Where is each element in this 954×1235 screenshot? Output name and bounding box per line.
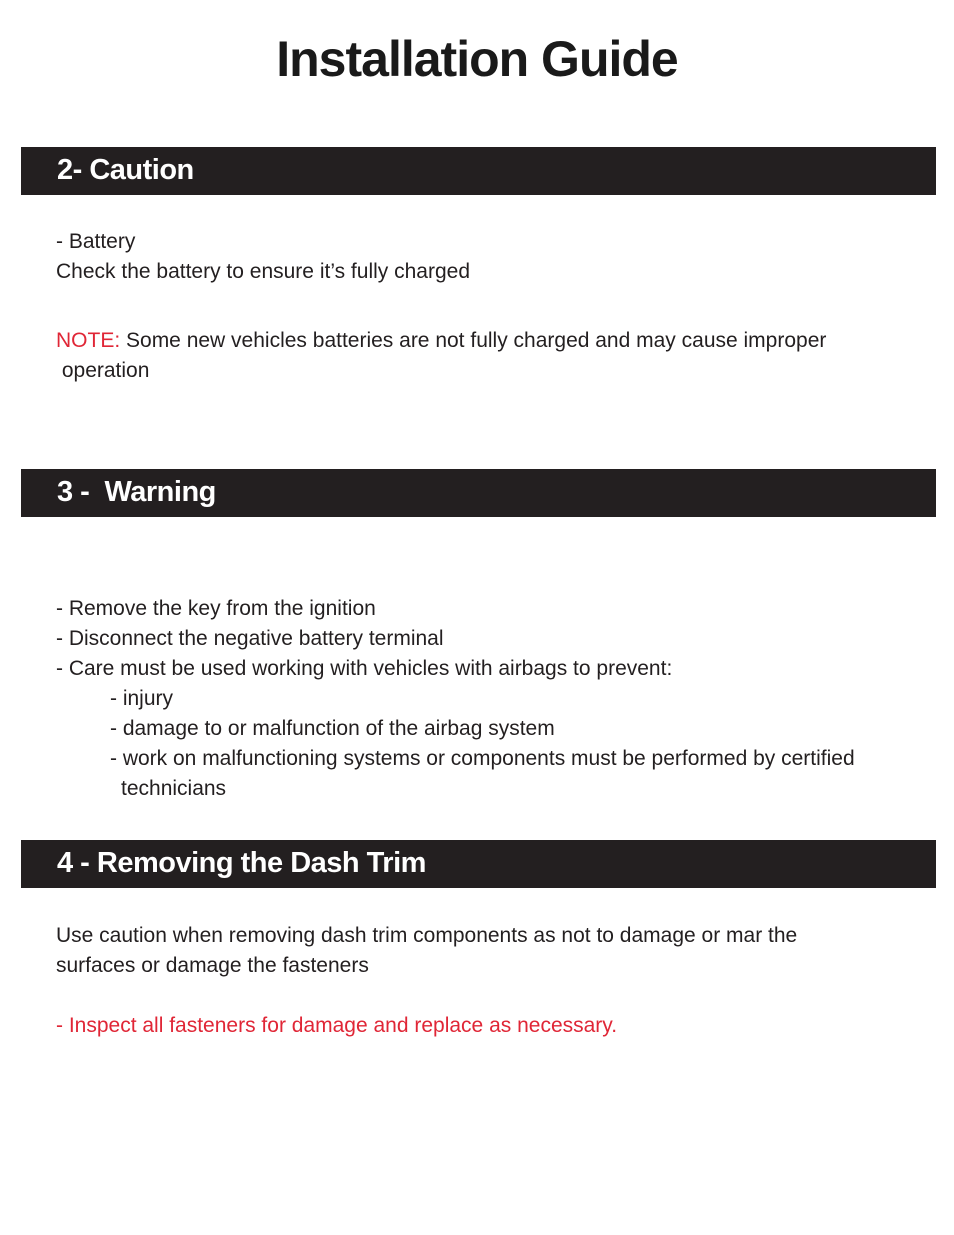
note-text: Some new vehicles batteries are not fully charged and may cause improper <box>120 329 827 352</box>
section-heading-dash-trim: 4 - Removing the Dash Trim <box>21 840 936 888</box>
warning-subitem: - work on malfunctioning systems or components must be performed by certified <box>110 747 855 770</box>
warning-item: - Disconnect the negative battery terminal <box>56 627 444 650</box>
battery-label: - Battery <box>56 230 136 253</box>
section-heading-warning: 3 - Warning <box>21 469 936 517</box>
warning-list <box>56 594 855 804</box>
note-text-cont: operation <box>56 359 150 382</box>
battery-text: Check the battery to ensure it’s fully charged <box>56 260 471 283</box>
page-title: Installation Guide <box>276 31 678 87</box>
note-label: NOTE: <box>56 329 121 352</box>
warning-item: - Care must be used working with vehicles with airbags to prevent: <box>56 657 673 680</box>
caution-note-block <box>56 326 826 386</box>
section-heading-caution: 2- Caution <box>21 147 936 195</box>
inspect-fasteners-note: - Inspect all fasteners for damage and replace as necessary. <box>56 1014 618 1037</box>
dash-trim-text-block <box>56 921 797 981</box>
dash-trim-text-line: Use caution when removing dash trim components as not to damage or mar the <box>56 924 798 947</box>
warning-subitem: - injury <box>110 687 174 710</box>
warning-subitem: - damage to or malfunction of the airbag system <box>110 717 555 740</box>
dash-trim-text-line: surfaces or damage the fasteners <box>56 954 369 977</box>
note-line <box>56 326 826 356</box>
warning-item: - Remove the key from the ignition <box>56 597 376 620</box>
caution-battery-block <box>56 227 470 287</box>
warning-subitem-cont: technicians <box>121 777 227 800</box>
